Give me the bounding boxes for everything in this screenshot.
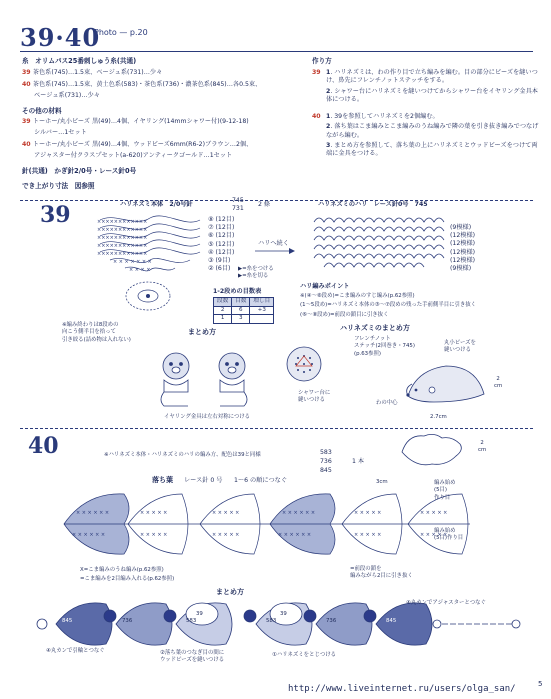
- yarn-title: 糸 オリムパス25番刺しゅう糸(共通): [22, 57, 137, 65]
- beads-note: 丸小ビーズを 縫いつける: [444, 340, 476, 354]
- section-divider-39: [20, 200, 533, 201]
- wood-bead-note: ②落ち葉のつなぎ目の間に ウッドビーズを縫いつける: [160, 650, 225, 664]
- spine-point-2: (1〜5段め)=ハリネズミ本体の③〜⑦段めの残った手前側半目に引き抜く: [300, 302, 477, 308]
- svg-text:× × × × ×: × × × × ×: [212, 510, 240, 516]
- needle-info: 針(共通) かぎ針2/0号・レース針0号: [22, 167, 137, 175]
- summary-title-39: まとめ方: [188, 328, 216, 336]
- leaf-label-3: 583: [186, 618, 197, 624]
- body-crochet-chart: [95, 214, 205, 276]
- french-knot-note: フレンチノット ステッチ(2回巻き・745) (p.63参照): [354, 336, 415, 357]
- diagram-40-label: 40: [28, 433, 59, 459]
- earring-note: イヤリング金具は左右対称につける: [164, 414, 251, 420]
- yarn-39: 39 茶色系(745)…1.5束、ベージュ系(731)…少々: [22, 69, 163, 76]
- hedgehog-side-view: [402, 360, 486, 410]
- leaf-label-6: 845: [386, 618, 397, 624]
- spine-link-label: ハリへ続く: [258, 240, 289, 247]
- yarn-40: 40 茶色系(745)…1.5束、黄土色系(583)・茶色系(736)・濃茶色系(845)…各0.5束、: [22, 81, 262, 88]
- dim-3cm: 3cm: [376, 479, 388, 485]
- leaf-label-5: 736: [326, 618, 337, 624]
- svg-text:× × × × ×: × × × × ×: [354, 510, 382, 516]
- hedgehog-label-2: 39: [280, 611, 287, 617]
- svg-text:× × × × ×: × × × × ×: [420, 510, 448, 516]
- clasp-left-note: ④丸カンで引輪とつなぐ: [46, 648, 105, 654]
- svg-text:××××××××××××: ××××××××××××: [97, 243, 148, 249]
- earring-illustration: [150, 346, 280, 410]
- header-rule: [20, 51, 533, 52]
- svg-text:××××××××××××: ××××××××××××: [97, 251, 148, 257]
- svg-text:× × × × ×: × × × × ×: [354, 532, 382, 538]
- table-row: 1 3: [214, 315, 274, 324]
- dim-2cm-39: 2 cm: [494, 376, 503, 390]
- spine-chart-title: ハリネズミのハリ レース針0号 745: [318, 201, 428, 208]
- method-39: 39 1. ハリネズミは、わの作り目で立ち編みを編む。目の部分にビーズを縫いつけ、鼻先にフレンチノットステッチをする。 2. シャワー台にハリネズミを縫いつけてからシャワー台をイヤリング金具本体につける。: [312, 69, 538, 104]
- leaf-outline-icon: [398, 432, 466, 472]
- leaf-end-label: 編み始め (5目)作り目: [434, 528, 464, 542]
- svg-text:××××××××××××: ××××××××××××: [97, 227, 148, 233]
- finishing-note: ※編み終わりは8段めの 向こう側半目を拾って 引き絞る(詰め物は入れない): [62, 322, 131, 343]
- shower-disc-icon: [284, 344, 324, 384]
- method-40: 40 1. 39を参照してハリネズミを2個編む。 2. 落ち葉はこま編みとこま編みのうね編みで隣の葉を引き抜き編みでつなげながら編む。 3. まとめ方を参照して、落ち葉の上にハリネズミとウッドビーズをつけて両端に金具をつける。: [312, 113, 539, 158]
- summary-title-40: まとめ方: [216, 588, 244, 596]
- leaf-chain-chart: [60, 488, 480, 560]
- color-583: 583: [320, 449, 332, 456]
- leaf-legend-1: X=こま編みのうね編み(p.62参照): [80, 567, 164, 573]
- leaf-label-2: 736: [122, 618, 133, 624]
- arrow-icon: [255, 248, 295, 254]
- photo-reference: Photo — p.20: [94, 28, 148, 37]
- body-row-labels: ⑧ (12目) ⑦ (12目) ⑥ (12目) ⑤ (12目) ④ (12目) ③ (9目) ② (6目): [208, 216, 235, 273]
- method-title: 作り方: [312, 57, 332, 65]
- svg-text:× × × × × ×: × × × × × ×: [278, 532, 312, 538]
- spine-point-title: ハリ編みポイント: [300, 283, 350, 290]
- joining-order: 1〜6 の順につなぐ: [234, 477, 288, 484]
- dim-27cm: 2.7cm: [430, 414, 447, 420]
- svg-text:× × × × ×: × × × × ×: [140, 532, 168, 538]
- other-39: 39 トーホー/丸小ビーズ 黒(49)…4個、イヤリング(14mmシャワー付)(9-12-18): [22, 118, 249, 125]
- svg-text:× × × ×: × × × ×: [129, 267, 151, 273]
- ring-center-label: わの中心: [376, 400, 398, 406]
- svg-text:× × × × ×: × × × × ×: [212, 532, 240, 538]
- svg-text:× × × × × ×: × × × × × ×: [76, 510, 110, 516]
- leaf-label-4: 583: [266, 618, 277, 624]
- yarn-cut-legend: ▶=糸をつける ▶=糸を切る: [238, 266, 274, 280]
- page-number-title: 39·40: [20, 23, 101, 52]
- table-row: 2 6 +3: [214, 306, 274, 315]
- intro-note-40: ※ハリネズミ本体・ハリネズミのハリの編み方、配色は39と同様: [104, 452, 261, 458]
- body-chart-title: ハリネズミ本体 2/0号針: [120, 201, 193, 208]
- svg-text:× × × × ×: × × × × ×: [420, 532, 448, 538]
- color-745: 745: [232, 197, 244, 204]
- strands-count: 2 條: [258, 201, 271, 208]
- other-40: 40 トーホー/丸小ビーズ 黒(49)…4個、ウッドビーズ6mm(R6-2)ブラウン…2個、: [22, 141, 253, 148]
- svg-text:× × × × ×: × × × × ×: [140, 510, 168, 516]
- spine-crochet-chart: [312, 214, 448, 276]
- page-number: 5: [538, 680, 543, 688]
- color-845: 845: [320, 467, 332, 474]
- hedgehog-summary-title: ハリネズミのまとめ方: [340, 324, 410, 332]
- color-731: 731: [232, 205, 244, 212]
- section-divider-40: [20, 428, 533, 429]
- hedgehog-label-1: 39: [196, 611, 203, 617]
- leaf-title: 落ち葉: [152, 476, 173, 484]
- body-base-diagram: [108, 278, 188, 318]
- svg-text:× × × × × ×: × × × × × ×: [282, 510, 316, 516]
- spine-point-1: ※(④〜⑧段め)=こま編みのすじ編み(p.62参照): [300, 293, 415, 299]
- yarn-40-cont: ベージュ系(731)…少々: [34, 92, 100, 99]
- strands-40: 1 本: [352, 458, 365, 465]
- other-40-cont: アジャスター付クラスプセット(a-620)アンティークゴールド…1セット: [34, 152, 233, 159]
- leaf-needle: レース針 0 号: [184, 477, 223, 484]
- svg-text:× × × × × ×: × × × × × ×: [72, 532, 106, 538]
- leaf-legend-2: =こま編みを2目編み入れる(p.62参照): [80, 576, 175, 582]
- attach-hedgehog-note: ①ハリネズミをとじつける: [272, 652, 337, 658]
- diagram-39-label: 39: [40, 202, 71, 228]
- leaf-label-1: 845: [62, 618, 73, 624]
- leaf-legend-right: =前段の鎖を 編みながら2目に引き抜く: [350, 566, 413, 580]
- shower-note: シャワー台に 縫いつける: [298, 390, 331, 404]
- spine-point-3: (⑥〜⑧段め)=前段の鎖目に引き抜く: [300, 312, 389, 318]
- color-736: 736: [320, 458, 332, 465]
- other-materials-title: その他の材料: [22, 107, 62, 115]
- spine-row-labels: (9模様) (12模様) (12模様) (12模様) (12模様) (9模様): [450, 224, 476, 272]
- source-url: http://www.liveinternet.ru/users/olga_san/: [288, 684, 516, 694]
- clasp-right-note: ④丸カンでアジャスターとつなぐ: [406, 600, 486, 606]
- other-39-cont: シルバー…1セット: [34, 129, 87, 136]
- stitch-count-table: 段数 目数 増し目 2 6 +3 1 3: [213, 297, 274, 324]
- svg-text:××××××××××××: ××××××××××××: [97, 219, 148, 225]
- finished-size: でき上がり寸法 図参照: [22, 182, 95, 190]
- svg-text:× × × × × × ×: × × × × × × ×: [113, 259, 152, 265]
- stitch-table-title: 1-2段めの目数表: [213, 288, 262, 295]
- dim-2cm-40: 2 cm: [478, 440, 487, 454]
- svg-text:××××××××××××: ××××××××××××: [97, 235, 148, 241]
- leaf-start-label: 編み始め (5目) 作り目: [434, 480, 456, 501]
